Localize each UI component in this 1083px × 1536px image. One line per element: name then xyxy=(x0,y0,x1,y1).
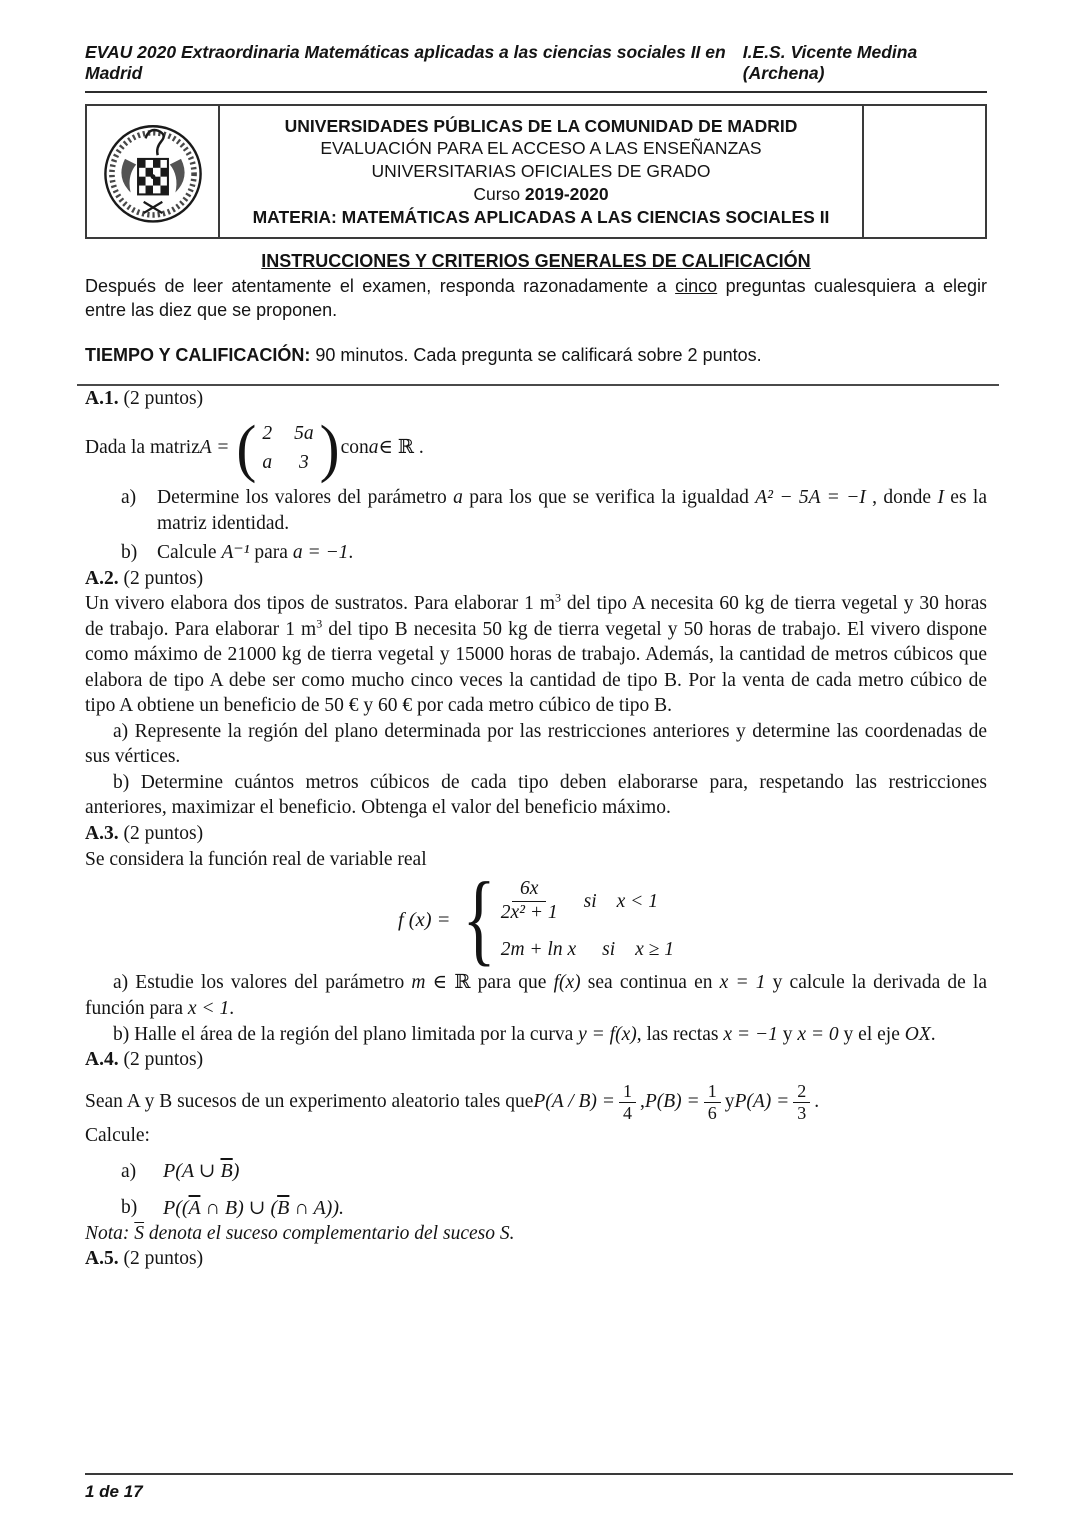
question-a1 xyxy=(85,386,987,566)
course-years: 2019-2020 xyxy=(524,183,609,204)
function-lhs: f (x) = xyxy=(397,908,451,931)
matrix-cell-21: a xyxy=(262,451,273,473)
q1-item-b-text xyxy=(157,540,987,566)
q1a-equation: A² − 5A = −I xyxy=(755,487,866,509)
q4-nota xyxy=(85,1221,987,1247)
q4-pa-lhs: P(A) = xyxy=(734,1090,790,1112)
q4-frac3-den: 3 xyxy=(797,1102,807,1123)
q3a-fx: f(x) xyxy=(553,972,581,994)
q4-calcule: Calcule: xyxy=(85,1124,150,1146)
title-cell xyxy=(220,106,862,237)
q4-item-a-label: a) xyxy=(121,1160,137,1182)
q4-item-b-label: b) xyxy=(121,1196,138,1218)
q3a-seg2: ∈ ℝ para que xyxy=(425,972,554,994)
matrix-cell-11: 2 xyxy=(262,423,273,445)
q4b-b-complement: $\overline{B}$ xyxy=(277,1196,290,1219)
branch-1 xyxy=(501,878,674,925)
branch-1-condition: x < 1 xyxy=(616,890,658,912)
q4-heading xyxy=(85,1047,987,1073)
q2-seg3: del tipo B necesita 50 kg de tierra vegetal y 50 horas de trabajo. El vivero dispone como máximo de 21000 kg de tierra vegetal y 15000 horas de trabajo. Además, la cantidad de metros cúbicos que elabora de tipo A debe ser como mucho cinco veces la cantidad de tipo B. Por la venta de cada metro cúbico de tipo A obtiene un beneficio de 50 € y 60 € por cada metro cúbico de tipo B. xyxy=(85,618,988,717)
q3b-seg5: . xyxy=(930,1023,936,1045)
q1b-seg1: Calcule xyxy=(157,542,222,564)
q1-real-set: ∈ ℝ . xyxy=(378,437,424,459)
q1b-inverse: A⁻¹ xyxy=(221,542,250,564)
title-box xyxy=(85,104,987,239)
q4b-seg1: P(( xyxy=(163,1196,189,1219)
branch-2-expression: 2m + ln x xyxy=(500,938,577,960)
q1-points: (2 puntos) xyxy=(118,387,204,409)
q1-matrix-line xyxy=(85,412,987,484)
q3-heading xyxy=(85,821,987,847)
q4-statement xyxy=(85,1081,987,1123)
q1b-value: a = −1 xyxy=(292,542,349,564)
branch-1-numerator: 6x xyxy=(512,878,546,902)
matrix-open-paren: ( xyxy=(236,412,257,484)
q4a-seg2: ) xyxy=(232,1160,240,1183)
q4-frac-1-4 xyxy=(619,1081,636,1123)
page-footer xyxy=(85,1473,1013,1502)
q1-var-a: a xyxy=(368,437,379,459)
q1a-var-i: I xyxy=(937,487,944,509)
q5-points: (2 puntos) xyxy=(118,1248,204,1270)
q1-heading xyxy=(85,386,987,412)
q4-sep2: y xyxy=(724,1090,735,1112)
q3a-label: a) xyxy=(113,972,136,994)
branch-2 xyxy=(501,937,674,963)
empty-grade-cell xyxy=(862,106,985,237)
instructions-text-pre: Después de leer atentamente el examen, responda razonadamente a xyxy=(85,276,676,297)
q3a-xlt1: x < 1 xyxy=(187,997,230,1019)
matrix-cell-22: 3 xyxy=(298,451,309,473)
running-header-title: EVAU 2020 Extraordinaria Matemáticas aplicadas a las ciencias sociales II en Madrid xyxy=(85,42,726,83)
q3b-seg3: y xyxy=(777,1023,798,1045)
q3a-x1: x = 1 xyxy=(719,972,766,994)
q4-frac-2-3 xyxy=(793,1081,810,1123)
q4-nota-label: Nota: xyxy=(85,1222,135,1244)
matrix-cell-12: 5a xyxy=(294,423,314,445)
q3b-x0: x = 0 xyxy=(797,1023,839,1045)
instructions-text-post: preguntas cualesquiera a elegir entre las diez que se proponen. xyxy=(85,276,987,320)
q1a-var-a: a xyxy=(453,487,463,509)
q5-label: A.5. xyxy=(85,1248,119,1270)
q3b-seg2: , las rectas xyxy=(636,1023,724,1045)
q3b-seg1: Halle el área de la región del plano limitada por la curva xyxy=(134,1023,579,1045)
q3-intro: Se considera la función real de variable real xyxy=(85,848,427,870)
time-grading-label: TIEMPO Y CALIFICACIÓN: xyxy=(85,345,311,366)
question-a2 xyxy=(85,566,987,821)
branch-1-fraction xyxy=(501,878,558,925)
q3-item-b xyxy=(85,1022,987,1048)
q3b-label: b) xyxy=(113,1023,135,1045)
q2-points: (2 puntos) xyxy=(118,567,204,589)
q3-item-a xyxy=(85,970,987,1021)
q4-nota-text: denota el suceso complementario del suceso S. xyxy=(144,1222,515,1244)
branch-1-denominator: 2x² + 1 xyxy=(500,902,558,924)
q1-intro-text: Dada la matriz xyxy=(85,437,200,459)
q4b-seg2: ∩ B) ∪ ( xyxy=(200,1196,278,1219)
branch-2-si: si xyxy=(602,938,616,960)
q2-statement xyxy=(85,591,987,719)
matrix-2x2 xyxy=(257,421,318,475)
q1b-seg3: . xyxy=(348,542,354,564)
q1-item-a-label: a) xyxy=(121,487,137,509)
q1-item-b xyxy=(121,540,987,566)
instructions-paragraph xyxy=(85,275,987,322)
question-a4 xyxy=(85,1047,987,1246)
piecewise-brace: { xyxy=(462,861,496,976)
question-a3 xyxy=(85,821,987,1047)
q3a-seg5: . xyxy=(229,997,235,1019)
q1a-seg1: Determine los valores del parámetro xyxy=(157,487,454,509)
university-seal-icon xyxy=(97,114,209,230)
q4a-b-complement: $\overline{B}$ xyxy=(220,1160,233,1183)
q1b-seg2: para xyxy=(249,542,293,564)
q2-item-a: a) Represente la región del plano determinada por las restricciones anteriores y determine las coordenadas de sus vértices. xyxy=(85,720,987,768)
q4-label: A.4. xyxy=(85,1049,119,1071)
question-a5 xyxy=(85,1246,987,1272)
q1-con-text: con xyxy=(340,437,369,459)
q3a-seg1: Estudie los valores del parámetro xyxy=(135,972,412,994)
logo-cell xyxy=(87,106,220,237)
piecewise-branches xyxy=(501,878,674,962)
q3b-ox: OX xyxy=(904,1023,931,1045)
branch-1-si: si xyxy=(583,890,597,912)
q4-nota-s-complement: $\overline{S}$ xyxy=(134,1222,145,1244)
q1-item-a-text xyxy=(157,485,987,536)
q4-frac1-den: 4 xyxy=(622,1102,632,1123)
q2-seg2: del tipo A necesita 60 kg de tierra vegetal y 30 horas de trabajo. Para elaborar 1 m xyxy=(85,593,987,640)
q4-intro-text: Sean A y B sucesos de un experimento aleatorio tales que xyxy=(85,1090,534,1112)
q4-end-period: . xyxy=(814,1090,820,1112)
q4b-seg3: ∩ A)). xyxy=(289,1196,344,1219)
instructions-title: INSTRUCCIONES Y CRITERIOS GENERALES DE CALIFICACIÓN xyxy=(261,251,811,271)
q2-heading xyxy=(85,566,987,592)
q4-pb-lhs: P(B) = xyxy=(644,1090,700,1112)
q4-item-b-formula xyxy=(163,1195,344,1221)
branch-2-condition: x ≥ 1 xyxy=(635,938,675,960)
q1-item-b-label: b) xyxy=(121,542,138,564)
eval-line-1: EVALUACIÓN PARA EL ACCESO A LAS ENSEÑANZAS xyxy=(320,138,762,159)
course-line xyxy=(473,183,608,206)
q2-sup2: 3 xyxy=(316,616,323,631)
university-title-line: UNIVERSIDADES PÚBLICAS DE LA COMUNIDAD DE MADRID xyxy=(284,115,798,136)
time-grading-text: 90 minutos. Cada pregunta se calificará sobre 2 puntos. xyxy=(310,345,762,366)
q2-seg1: Un vivero elabora dos tipos de sustratos. Para elaborar 1 m xyxy=(85,593,555,615)
page-number: 1 de 17 xyxy=(85,1482,143,1501)
q4-sep1: , xyxy=(639,1090,645,1112)
q2-sup1: 3 xyxy=(555,590,561,605)
q4-item-b xyxy=(121,1195,987,1221)
instructions-section xyxy=(85,250,987,368)
subject-line: MATERIA: MATEMÁTICAS APLICADAS A LAS CIENCIAS SOCIALES II xyxy=(252,206,830,227)
q4-frac1-num: 1 xyxy=(619,1081,636,1103)
q3-points: (2 puntos) xyxy=(118,823,204,844)
q3-label: A.3. xyxy=(85,823,119,844)
q1a-seg3: , donde xyxy=(865,487,938,509)
q4b-a-complement: $\overline{A}$ xyxy=(188,1196,201,1219)
eval-line-2: UNIVERSITARIAS OFICIALES DE GRADO xyxy=(371,161,711,182)
running-header-school: I.E.S. Vicente Medina (Archena) xyxy=(742,42,918,83)
q3b-seg4: y el eje xyxy=(838,1023,905,1045)
q3a-seg4: y calcule la derivada de la función para xyxy=(85,972,987,1019)
q1-item-a xyxy=(121,485,987,536)
q4-frac3-num: 2 xyxy=(793,1081,810,1103)
time-grading-line xyxy=(85,344,987,367)
matrix-lhs: A = xyxy=(199,437,230,459)
cinco-underlined: cinco xyxy=(675,276,718,297)
q5-heading xyxy=(85,1246,987,1272)
q4-item-a xyxy=(121,1158,987,1184)
q1a-seg2: para los que se verifica la igualdad xyxy=(462,487,756,509)
q4-pab-lhs: P(A / B) = xyxy=(533,1090,615,1112)
running-header xyxy=(85,42,987,93)
q3b-xm1: x = −1 xyxy=(723,1023,778,1045)
q1a-seg4: es la matriz identidad. xyxy=(157,487,987,534)
course-label: Curso xyxy=(473,183,525,204)
q4-frac2-num: 1 xyxy=(704,1081,721,1103)
footer-divider xyxy=(85,1473,1013,1475)
matrix-close-paren: ) xyxy=(319,412,340,484)
q3a-seg3: sea continua en xyxy=(580,972,720,994)
q2-item-b: b) Determine cuántos metros cúbicos de cada tipo deben elaborarse para, respetando las restricciones anteriores, maximizar el beneficio. Obtenga el valor del beneficio máximo. xyxy=(85,771,987,819)
q4a-seg1: P(A ∪ xyxy=(163,1160,221,1183)
q3b-curve: y = f(x) xyxy=(578,1023,637,1045)
q3-piecewise-function xyxy=(85,861,987,976)
q4-item-a-formula xyxy=(163,1158,239,1184)
q4-frac-1-6 xyxy=(704,1081,721,1123)
q4-points: (2 puntos) xyxy=(118,1049,204,1071)
q2-label: A.2. xyxy=(85,567,119,589)
q3a-var-m: m xyxy=(411,972,426,994)
q4-frac2-den: 6 xyxy=(707,1102,717,1123)
q1-label: A.1. xyxy=(85,387,119,409)
